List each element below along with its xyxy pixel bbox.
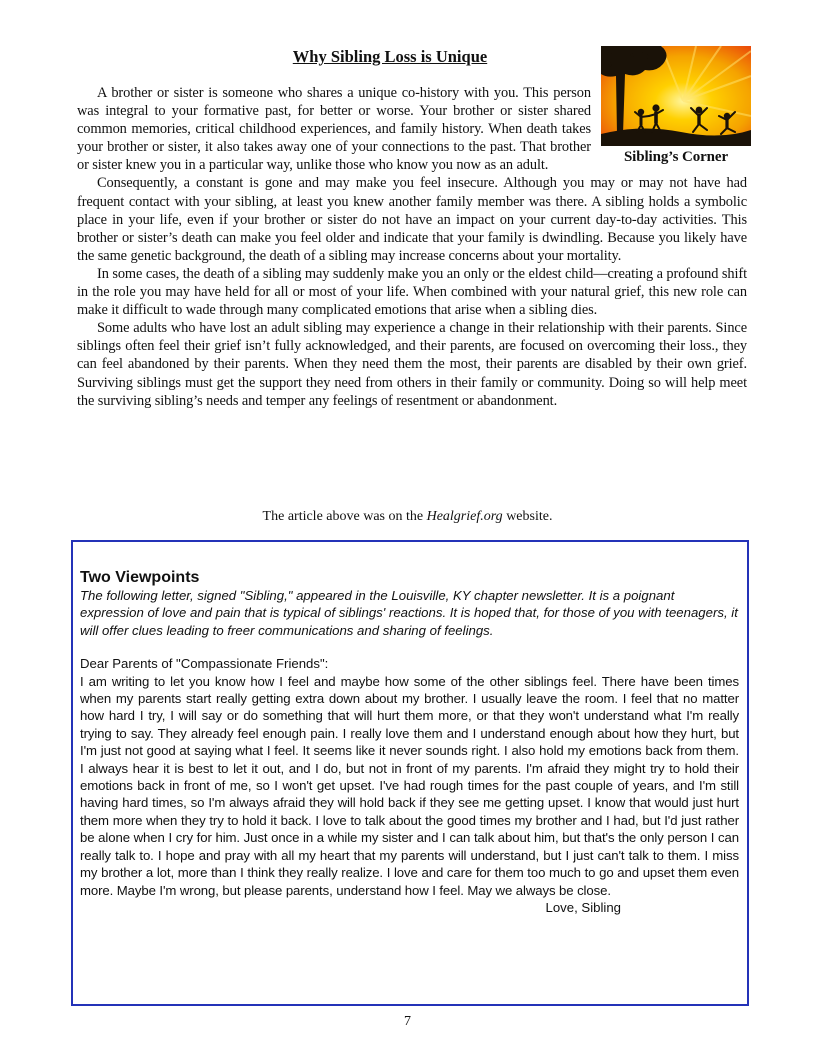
siblings-corner-caption: Sibling’s Corner xyxy=(623,149,729,165)
source-prefix: The article above was on the xyxy=(262,509,424,524)
children-sunset-image xyxy=(601,46,751,146)
article-paragraph: A brother or sister is someone who shares a unique co-history with you. This person was integral to your formative past, for better or worse. Your brother or sister shared common memories, critical childhood experiences, and family history. When death takes your brother or sister, it also takes away one of your connections to the past. That brother or sister knew you in a particular way, unlike those who know you now as an adult. xyxy=(77,85,591,174)
viewpoints-title: Two Viewpoints xyxy=(80,569,200,586)
letter-salutation: Dear Parents of "Compassionate Friends": xyxy=(80,656,329,672)
source-suffix: website. xyxy=(506,509,553,524)
siblings-corner-figure xyxy=(601,46,751,166)
letter-body: I am writing to let you know how I feel and maybe how some of the other siblings feel. There have been times when my parents start really getting extra down about my brother. I usually leave the room. I feel that no matter how hard I try, I will say or do something that will hurt them more, or that they won't understand what I'm really trying to say. They already feel enough pain. I really love them and I understand enough about how they hurt, but I'm just not good at saying what I feel. It seems like it never sounds right. I also hold my emotions back from them. I always hear it is best to let it out, and I do, but not in front of my parents. I'm afraid they might try to hold their emotions back in front of me, so I won't get upset. I've had rough times for the past couple of years, and I'm still having hard times, so I'm always afraid they will hold back if they see me getting upset. I know that would just hurt them more when they try to hold it back. I love to talk about the good times my brother and I had, but I'd just rather be alone when I cry for him. Just once in a while my sister and I can talk about him, but that's the only person I can really talk to. I hope and pray with all my heart that my parents will understand, but I just can't talk to them. I miss my brother a lot, more than I think they really realize. I love and care for them too much to go and upset them even more. Maybe I'm wrong, but please parents, understand how I feel. May we always be close. xyxy=(80,673,739,898)
page-number: 7 xyxy=(404,1014,411,1029)
article-body xyxy=(77,84,747,410)
article-paragraph: Consequently, a constant is gone and may make you feel insecure. Although you may or may not have had frequent contact with your sibling, at least you knew another family member was there. A sibling holds a symbolic place in your life, even if your brother or sister do not have an impact on your current day-to-day activities. This brother or sister’s death can make you feel older and indicate that your family is dwindling. Because you likely have the same genetic background, the death of a sibling may increase concerns about your mortality. xyxy=(77,175,747,264)
viewpoints-intro: The following letter, signed "Sibling," appeared in the Louisville, KY chapter newsletter. It is a poignant expression of love and pain that is typical of siblings' reactions. It is hoped that, for those of you with teenagers, it will offer clues leading to freer communications and sharing of feelings. xyxy=(80,588,738,638)
letter-signoff: Love, Sibling xyxy=(545,899,621,915)
article-paragraph: In some cases, the death of a sibling may suddenly make you an only or the eldest child—creating a profound shift in the role you may have held for all or most of your life. When combined with your natural grief, this new role can make it difficult to wade through many complicated emotions that arise when a sibling dies. xyxy=(77,265,747,319)
two-viewpoints-box xyxy=(71,540,749,1006)
article-paragraph: Some adults who have lost an adult sibling may experience a change in their relationship with their parents. Since siblings often feel their grief isn’t fully acknowledged, and their parents, are focused on overcoming their loss., they can feel abandoned by their parents. When they need them the most, their parents are disabled by their own grief. Surviving siblings must get the support they need from others in their family or community. Doing so will help meet the surviving sibling’s needs and temper any feelings of resentment or abandonment. xyxy=(77,320,747,409)
source-site: Healgrief.org xyxy=(426,509,503,524)
article-title: Why Sibling Loss is Unique xyxy=(292,47,488,66)
source-note xyxy=(0,509,815,525)
